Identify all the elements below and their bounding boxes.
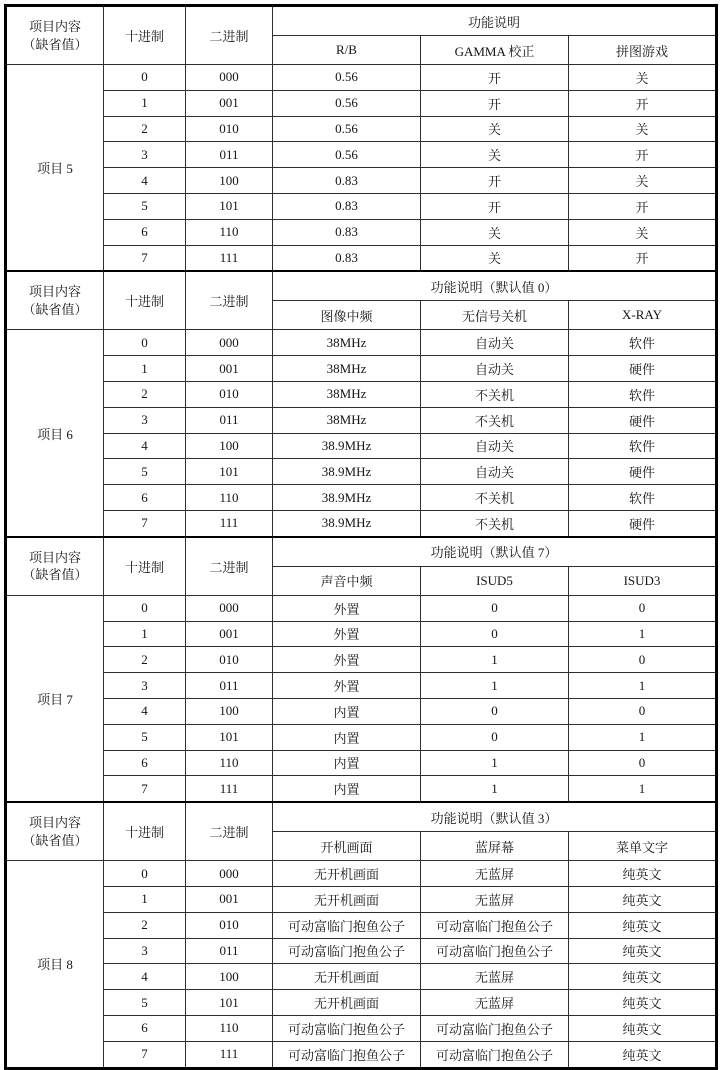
decimal-value-cell: 7 — [104, 776, 186, 802]
function-value-cell: 开 — [569, 90, 717, 116]
binary-value-cell: 111 — [186, 1041, 273, 1068]
item-label-cell: 项目 6 — [6, 330, 104, 537]
decimal-header-cell: 十进制 — [104, 802, 186, 861]
function-value-cell: 可动富临门抱鱼公子 — [273, 912, 421, 938]
binary-value-cell: 101 — [186, 193, 273, 219]
function-value-cell: 38.9MHz — [273, 433, 421, 459]
binary-value-cell: 101 — [186, 459, 273, 485]
function-value-cell: 不关机 — [421, 510, 569, 536]
decimal-value-cell: 2 — [104, 912, 186, 938]
decimal-value-cell: 1 — [104, 886, 186, 912]
binary-value-cell: 010 — [186, 912, 273, 938]
function-value-cell: 硬件 — [569, 510, 717, 536]
function-value-cell: 开 — [421, 168, 569, 194]
decimal-value-cell: 3 — [104, 142, 186, 168]
function-value-cell: 外置 — [273, 595, 421, 621]
binary-value-cell: 011 — [186, 407, 273, 433]
function-subheader-cell: R/B — [273, 36, 421, 65]
function-value-cell: 1 — [569, 776, 717, 802]
item-label-cell: 项目 7 — [6, 595, 104, 802]
binary-value-cell: 001 — [186, 356, 273, 382]
function-value-cell: 无蓝屏 — [421, 861, 569, 887]
binary-header-cell: 二进制 — [186, 271, 273, 330]
decimal-value-cell: 3 — [104, 407, 186, 433]
binary-value-cell: 100 — [186, 168, 273, 194]
decimal-value-cell: 1 — [104, 621, 186, 647]
function-value-cell: 可动富临门抱鱼公子 — [273, 1015, 421, 1041]
decimal-value-cell: 4 — [104, 433, 186, 459]
item-content-header-line2: （缺省值） — [22, 567, 88, 583]
function-value-cell: 1 — [421, 776, 569, 802]
function-value-cell: 纯英文 — [569, 861, 717, 887]
function-value-cell: 1 — [421, 750, 569, 776]
function-value-cell: 0 — [569, 698, 717, 724]
function-header-cell: 功能说明（默认值 0） — [273, 271, 717, 301]
function-header-cell: 功能说明 — [273, 6, 717, 36]
item-content-header-cell — [6, 271, 104, 330]
function-value-cell: 关 — [569, 219, 717, 245]
function-value-cell: 无开机画面 — [273, 886, 421, 912]
function-value-cell: 开 — [569, 245, 717, 271]
function-value-cell: 0.56 — [273, 65, 421, 91]
function-value-cell: 无开机画面 — [273, 861, 421, 887]
decimal-value-cell: 2 — [104, 116, 186, 142]
item-content-header-line2: （缺省值） — [22, 36, 88, 52]
function-header-cell: 功能说明（默认值 7） — [273, 537, 717, 567]
function-subheader-cell: X-RAY — [569, 301, 717, 330]
binary-value-cell: 000 — [186, 861, 273, 887]
function-value-cell: 纯英文 — [569, 964, 717, 990]
function-value-cell: 可动富临门抱鱼公子 — [421, 912, 569, 938]
function-value-cell: 38MHz — [273, 407, 421, 433]
binary-value-cell: 111 — [186, 510, 273, 536]
binary-header-cell: 二进制 — [186, 537, 273, 596]
function-subheader-cell: 开机画面 — [273, 832, 421, 861]
function-value-cell: 纯英文 — [569, 912, 717, 938]
decimal-value-cell: 5 — [104, 990, 186, 1016]
binary-value-cell: 110 — [186, 219, 273, 245]
function-value-cell: 硬件 — [569, 407, 717, 433]
function-value-cell: 38.9MHz — [273, 459, 421, 485]
binary-value-cell: 001 — [186, 886, 273, 912]
binary-value-cell: 010 — [186, 381, 273, 407]
function-header-cell: 功能说明（默认值 3） — [273, 802, 717, 832]
function-value-cell: 0.56 — [273, 116, 421, 142]
function-value-cell: 0 — [569, 595, 717, 621]
function-value-cell: 0 — [421, 698, 569, 724]
function-value-cell: 开 — [569, 142, 717, 168]
function-subheader-cell: 无信号关机 — [421, 301, 569, 330]
decimal-value-cell: 6 — [104, 1015, 186, 1041]
function-value-cell: 0.83 — [273, 245, 421, 271]
item-label-cell: 项目 5 — [6, 65, 104, 272]
decimal-value-cell: 1 — [104, 356, 186, 382]
function-subheader-cell: 图像中频 — [273, 301, 421, 330]
function-value-cell: 38MHz — [273, 381, 421, 407]
function-value-cell: 关 — [569, 168, 717, 194]
function-value-cell: 0 — [421, 595, 569, 621]
binary-value-cell: 000 — [186, 65, 273, 91]
function-value-cell: 无蓝屏 — [421, 964, 569, 990]
binary-header-cell: 二进制 — [186, 802, 273, 861]
function-value-cell: 1 — [569, 673, 717, 699]
item-content-header-line2: （缺省值） — [22, 832, 88, 848]
function-value-cell: 自动关 — [421, 356, 569, 382]
function-value-cell: 可动富临门抱鱼公子 — [421, 1015, 569, 1041]
function-value-cell: 内置 — [273, 724, 421, 750]
binary-value-cell: 111 — [186, 776, 273, 802]
function-value-cell: 不关机 — [421, 485, 569, 511]
function-value-cell: 自动关 — [421, 330, 569, 356]
function-value-cell: 外置 — [273, 673, 421, 699]
decimal-value-cell: 6 — [104, 485, 186, 511]
function-subheader-cell: GAMMA 校正 — [421, 36, 569, 65]
binary-value-cell: 011 — [186, 142, 273, 168]
decimal-value-cell: 1 — [104, 90, 186, 116]
function-value-cell: 外置 — [273, 647, 421, 673]
function-value-cell: 0.56 — [273, 90, 421, 116]
binary-value-cell: 110 — [186, 485, 273, 511]
function-value-cell: 1 — [569, 621, 717, 647]
decimal-value-cell: 5 — [104, 193, 186, 219]
function-value-cell: 关 — [569, 65, 717, 91]
item-content-header-line1: 项目内容 — [28, 284, 81, 300]
binary-value-cell: 100 — [186, 698, 273, 724]
binary-value-cell: 010 — [186, 647, 273, 673]
binary-value-cell: 111 — [186, 245, 273, 271]
function-value-cell: 1 — [569, 724, 717, 750]
item-content-header-cell — [6, 6, 104, 65]
function-value-cell: 纯英文 — [569, 1015, 717, 1041]
function-value-cell: 0 — [569, 647, 717, 673]
function-value-cell: 可动富临门抱鱼公子 — [421, 938, 569, 964]
function-value-cell: 硬件 — [569, 356, 717, 382]
binary-value-cell: 011 — [186, 938, 273, 964]
function-subheader-cell: 菜单文字 — [569, 832, 717, 861]
item-content-header-cell — [6, 537, 104, 596]
function-subheader-cell: 拼图游戏 — [569, 36, 717, 65]
function-value-cell: 外置 — [273, 621, 421, 647]
decimal-value-cell: 7 — [104, 1041, 186, 1068]
item-content-header-line2: （缺省值） — [22, 301, 88, 317]
function-value-cell: 纯英文 — [569, 938, 717, 964]
binary-value-cell: 101 — [186, 724, 273, 750]
item-label-cell: 项目 8 — [6, 861, 104, 1068]
function-value-cell: 0 — [569, 750, 717, 776]
decimal-value-cell: 7 — [104, 510, 186, 536]
function-value-cell: 无开机画面 — [273, 964, 421, 990]
decimal-value-cell: 2 — [104, 381, 186, 407]
function-value-cell: 硬件 — [569, 459, 717, 485]
function-value-cell: 内置 — [273, 698, 421, 724]
function-value-cell: 1 — [421, 647, 569, 673]
function-value-cell: 开 — [421, 65, 569, 91]
function-subheader-cell: 蓝屏幕 — [421, 832, 569, 861]
decimal-value-cell: 3 — [104, 938, 186, 964]
function-value-cell: 38.9MHz — [273, 510, 421, 536]
function-value-cell: 关 — [421, 142, 569, 168]
function-value-cell: 无蓝屏 — [421, 886, 569, 912]
function-value-cell: 0.83 — [273, 168, 421, 194]
function-subheader-cell: ISUD5 — [421, 566, 569, 595]
decimal-value-cell: 4 — [104, 168, 186, 194]
function-value-cell: 关 — [569, 116, 717, 142]
decimal-value-cell: 2 — [104, 647, 186, 673]
function-subheader-cell: ISUD3 — [569, 566, 717, 595]
decimal-value-cell: 0 — [104, 861, 186, 887]
item-content-header-cell — [6, 802, 104, 861]
binary-value-cell: 010 — [186, 116, 273, 142]
item-content-header-line1: 项目内容 — [28, 815, 81, 831]
function-value-cell: 0 — [421, 724, 569, 750]
function-value-cell: 关 — [421, 116, 569, 142]
decimal-value-cell: 6 — [104, 750, 186, 776]
function-value-cell: 可动富临门抱鱼公子 — [421, 1041, 569, 1068]
decimal-value-cell: 0 — [104, 65, 186, 91]
binary-value-cell: 000 — [186, 330, 273, 356]
decimal-value-cell: 7 — [104, 245, 186, 271]
function-value-cell: 可动富临门抱鱼公子 — [273, 1041, 421, 1068]
decimal-header-cell: 十进制 — [104, 6, 186, 65]
function-value-cell: 可动富临门抱鱼公子 — [273, 938, 421, 964]
decimal-value-cell: 4 — [104, 698, 186, 724]
function-value-cell: 纯英文 — [569, 1041, 717, 1068]
binary-header-cell: 二进制 — [186, 6, 273, 65]
function-value-cell: 不关机 — [421, 381, 569, 407]
function-value-cell: 38MHz — [273, 356, 421, 382]
function-value-cell: 开 — [421, 90, 569, 116]
decimal-value-cell: 0 — [104, 595, 186, 621]
function-value-cell: 软件 — [569, 485, 717, 511]
binary-value-cell: 110 — [186, 1015, 273, 1041]
function-value-cell: 纯英文 — [569, 886, 717, 912]
function-value-cell: 0.83 — [273, 193, 421, 219]
binary-value-cell: 100 — [186, 964, 273, 990]
function-value-cell: 软件 — [569, 381, 717, 407]
function-value-cell: 无蓝屏 — [421, 990, 569, 1016]
function-value-cell: 0.83 — [273, 219, 421, 245]
function-value-cell: 0 — [421, 621, 569, 647]
decimal-value-cell: 6 — [104, 219, 186, 245]
binary-value-cell: 011 — [186, 673, 273, 699]
item-content-header-line1: 项目内容 — [28, 549, 81, 565]
function-value-cell: 38MHz — [273, 330, 421, 356]
settings-table — [4, 4, 718, 1070]
binary-value-cell: 000 — [186, 595, 273, 621]
function-value-cell: 开 — [569, 193, 717, 219]
binary-value-cell: 110 — [186, 750, 273, 776]
binary-value-cell: 001 — [186, 621, 273, 647]
item-content-header-line1: 项目内容 — [28, 18, 81, 34]
binary-value-cell: 100 — [186, 433, 273, 459]
decimal-value-cell: 5 — [104, 459, 186, 485]
decimal-header-cell: 十进制 — [104, 271, 186, 330]
function-value-cell: 自动关 — [421, 433, 569, 459]
decimal-value-cell: 3 — [104, 673, 186, 699]
decimal-value-cell: 0 — [104, 330, 186, 356]
function-value-cell: 纯英文 — [569, 990, 717, 1016]
function-value-cell: 开 — [421, 193, 569, 219]
function-value-cell: 无开机画面 — [273, 990, 421, 1016]
function-value-cell: 38.9MHz — [273, 485, 421, 511]
decimal-value-cell: 5 — [104, 724, 186, 750]
function-value-cell: 关 — [421, 219, 569, 245]
function-value-cell: 内置 — [273, 750, 421, 776]
function-value-cell: 不关机 — [421, 407, 569, 433]
binary-value-cell: 101 — [186, 990, 273, 1016]
decimal-header-cell: 十进制 — [104, 537, 186, 596]
function-value-cell: 软件 — [569, 433, 717, 459]
function-value-cell: 软件 — [569, 330, 717, 356]
function-subheader-cell: 声音中频 — [273, 566, 421, 595]
function-value-cell: 自动关 — [421, 459, 569, 485]
function-value-cell: 内置 — [273, 776, 421, 802]
function-value-cell: 1 — [421, 673, 569, 699]
decimal-value-cell: 4 — [104, 964, 186, 990]
function-value-cell: 关 — [421, 245, 569, 271]
function-value-cell: 0.56 — [273, 142, 421, 168]
binary-value-cell: 001 — [186, 90, 273, 116]
